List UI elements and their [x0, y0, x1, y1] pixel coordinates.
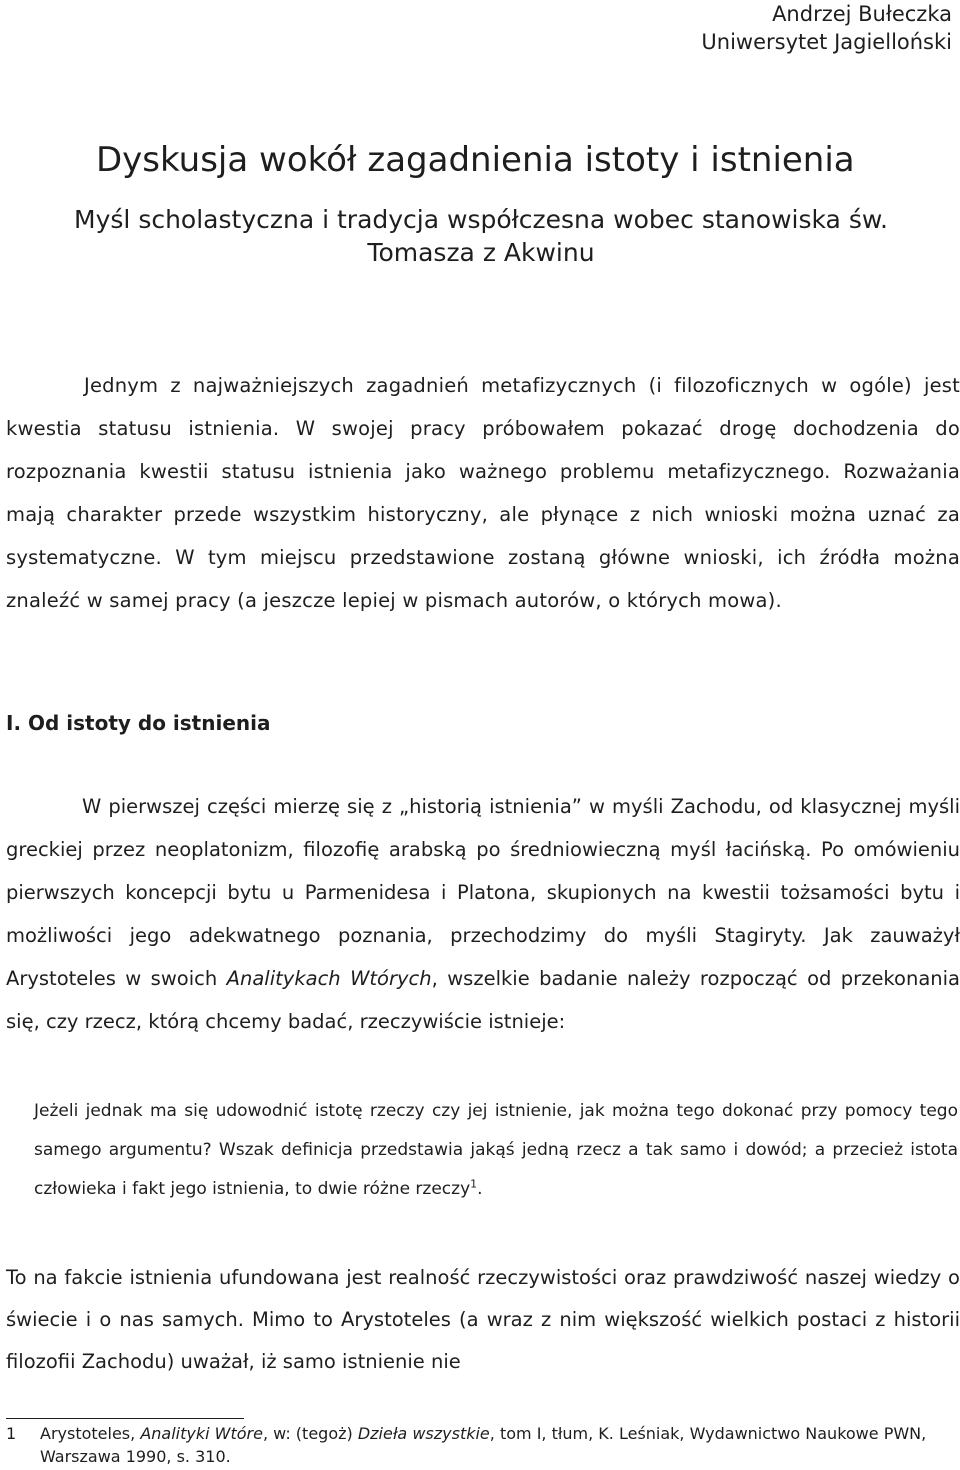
footnote-text-3: , tom I, tłum, K. Leśniak, Wydawnictwo Naukowe PWN, Warszawa 1990, s. 310. [40, 1424, 927, 1466]
section-paragraph-italic-title: Analitykach Wtórych [226, 967, 432, 990]
section-paragraph-text-1: W pierwszej części mierzę się z „historią istnienia” w myśli Zachodu, od klasycznej myśli greckiej przez neoplatonizm, filozofię arabską po średniowieczną myśl łacińską. Po omówieniu pierwszych koncepcji bytu u Parmenidesa i Platona, skupionych na kwestii tożsamości bytu i możliwości jego adekwatnego poznania, przechodzimy do myśli Stagiryty. Jak zauważył Arystoteles w swoich [6, 795, 960, 990]
footnote-text-2: , w: (tegoż) [262, 1424, 358, 1443]
document-subtitle: Myśl scholastyczna i tradycja współczesna wobec stanowiska św. Tomasza z Akwinu [74, 205, 888, 267]
footnote-text [40, 1422, 960, 1468]
footnote-text-1: Arystoteles, [40, 1424, 141, 1443]
author-name: Andrzej Bułeczka [772, 2, 952, 26]
quote-text: Jeżeli jednak ma się udowodnić istotę rzeczy czy jej istnienie, jak można tego dokonać przy pomocy tego samego argumentu? Wszak definicja przedstawia jakąś jedną rzecz a tak samo i dowód; a przecież istota człowieka i fakt jego istnienia, to dwie różne rzeczy [34, 1101, 958, 1199]
author-affiliation: Uniwersytet Jagielloński [701, 30, 952, 54]
section-paragraph-text-2: , wszelkie badanie należy rozpocząć od przekonania się, czy rzecz, którą chcemy badać, rzeczywiście istnieje: [6, 967, 960, 1033]
section-heading: I. Od istoty do istnienia [6, 711, 271, 735]
footnote-reference: 1 [470, 1177, 478, 1191]
continuation-paragraph: To na fakcie istnienia ufundowana jest realność rzeczywistości oraz prawdziwość naszej wiedzy o świecie i o nas samych. Mimo to Arystoteles (a wraz z nim większość wielkich postaci z historii filozofii Zachodu) uważał, iż samo istnienie nie [6, 1266, 960, 1373]
document-title: Dyskusja wokół zagadnienia istoty i istnienia [96, 140, 855, 180]
footnote-italic-1: Analityki Wtóre [140, 1424, 263, 1443]
section-paragraph [6, 785, 960, 1043]
block-quote [34, 1092, 958, 1209]
footnote-divider [6, 1418, 244, 1419]
author-block [701, 0, 952, 56]
footnote-number: 1 [6, 1424, 17, 1443]
footnote-italic-2: Dzieła wszystkie [357, 1424, 490, 1443]
quote-end: . [477, 1179, 483, 1199]
intro-paragraph: Jednym z najważniejszych zagadnień metafizycznych (i filozoficznych w ogóle) jest kwestia statusu istnienia. W swojej pracy próbowałem pokazać drogę dochodzenia do rozpoznania kwestii statusu istnienia jako ważnego problemu metafizycznego. Rozważania mają charakter przede wszystkim historyczny, ale płynące z nich wnioski można uznać za systematyczne. W tym miejscu przedstawione zostaną główne wnioski, ich źródła można znaleźć w samej pracy (a jeszcze lepiej w pismach autorów, o których mowa). [6, 374, 960, 612]
